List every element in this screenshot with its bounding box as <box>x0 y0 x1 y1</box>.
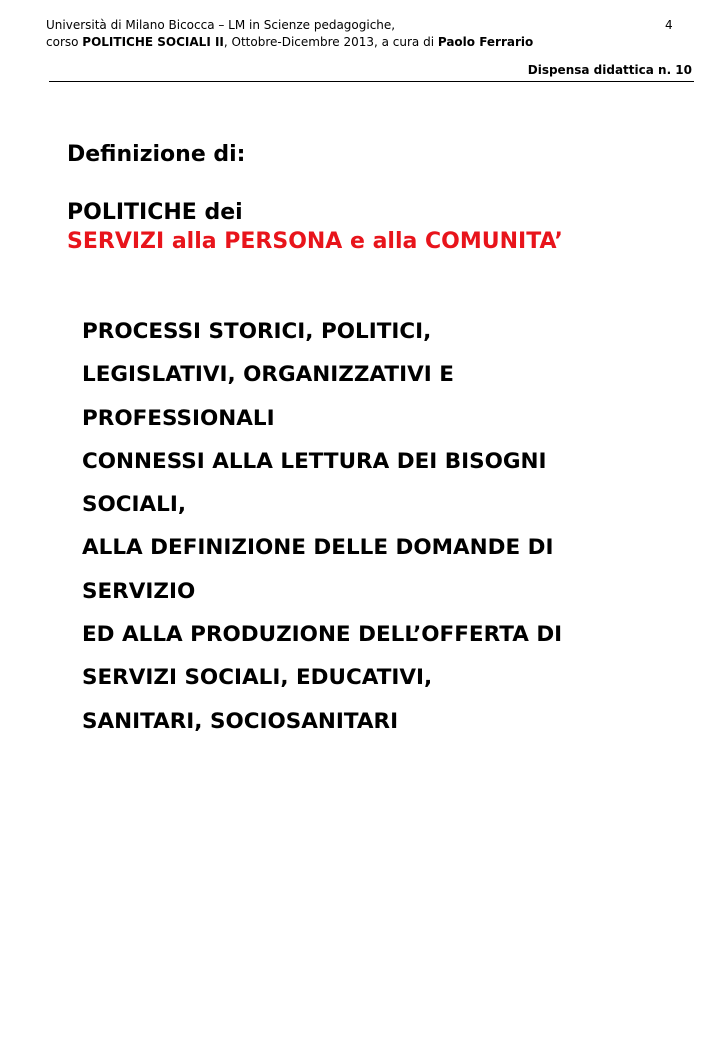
header-institution: Università di Milano Bicocca – LM in Scienze pedagogiche, <box>46 18 396 32</box>
header-course-prefix: corso <box>46 35 83 49</box>
definition-body-line: SERVIZI SOCIALI, EDUCATIVI, <box>82 665 433 691</box>
definition-body-line: ALLA DEFINIZIONE DELLE DOMANDE DI <box>82 535 554 561</box>
header-author: Paolo Ferrario <box>437 35 534 49</box>
header-course-name: POLITICHE SOCIALI II <box>82 35 224 49</box>
definition-body-line: SOCIALI, <box>82 492 187 518</box>
definition-body <box>82 310 702 743</box>
header-course-middle: , Ottobre-Dicembre 2013, a cura di <box>223 35 438 49</box>
definition-body-line: SERVIZIO <box>82 578 196 604</box>
dispensa-label: Dispensa didattica n. 10 <box>527 63 692 77</box>
policies-title: POLITICHE dei <box>67 200 243 225</box>
definition-title: Definizione di: <box>67 142 246 167</box>
header-divider <box>49 81 694 82</box>
definition-body-line: CONNESSI ALLA LETTURA DEI BISOGNI <box>82 448 547 474</box>
definition-body-line: SANITARI, SOCIOSANITARI <box>82 708 399 734</box>
definition-body-line: LEGISLATIVI, ORGANIZZATIVI E <box>82 362 454 388</box>
definition-body-line: PROFESSIONALI <box>82 405 275 431</box>
definition-body-line: ED ALLA PRODUZIONE DELL’OFFERTA DI <box>82 622 563 648</box>
page-number: 4 <box>665 18 673 32</box>
definition-body-line: PROCESSI STORICI, POLITICI, <box>82 319 432 344</box>
policies-subtitle: SERVIZI alla PERSONA e alla COMUNITA’ <box>67 229 563 254</box>
header-course-line <box>46 35 533 50</box>
